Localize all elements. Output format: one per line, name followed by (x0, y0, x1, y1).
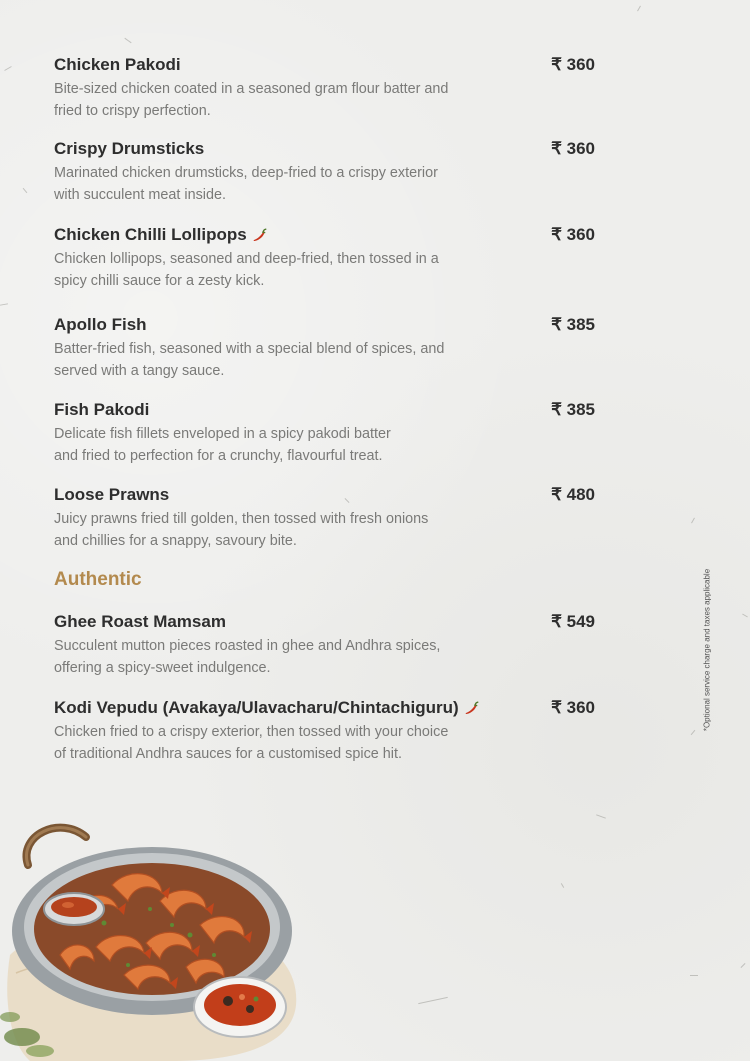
item-name-row (54, 697, 479, 719)
item-name: Ghee Roast Mamsam (54, 612, 226, 631)
paper-fleck (596, 814, 606, 818)
paper-fleck (4, 66, 11, 71)
chili-pepper-icon (463, 700, 479, 716)
menu-item (54, 611, 595, 679)
paper-fleck (561, 883, 564, 888)
paper-fleck (418, 997, 448, 1004)
item-name: Chicken Pakodi (54, 55, 181, 74)
paper-fleck (742, 614, 748, 618)
item-name: Loose Prawns (54, 485, 170, 504)
item-name: Chicken Chilli Lollipops (54, 225, 247, 244)
item-name: Kodi Vepudu (Avakaya/Ulavacharu/Chintachiguru) (54, 698, 459, 717)
menu-item (54, 314, 595, 382)
item-description: Delicate fish fillets enveloped in a spicy pakodi batter and fried to perfection for a crunchy, flavourful treat. (54, 426, 391, 464)
item-description: Batter-fried fish, seasoned with a special blend of spices, and served with a tangy sauce. (54, 341, 445, 379)
menu-item (54, 697, 595, 765)
item-price: ₹ 360 (551, 698, 595, 717)
paper-fleck (691, 730, 696, 735)
menu-item (54, 484, 595, 552)
item-description: Juicy prawns fried till golden, then tossed with fresh onions and chillies for a snappy, savoury bite. (54, 511, 429, 549)
item-price: ₹ 480 (551, 485, 595, 504)
item-price: ₹ 549 (551, 612, 595, 631)
item-price: ₹ 360 (551, 55, 595, 74)
paper-fleck (124, 38, 131, 43)
chili-pepper-icon (251, 227, 267, 243)
service-charge-note: *Optional service charge and taxes applicable (702, 568, 712, 732)
item-description: Chicken lollipops, seasoned and deep-fried, then tossed in a spicy chilli sauce for a zesty kick. (54, 251, 439, 289)
prawn-pan-illustration (0, 805, 310, 1061)
item-description: Marinated chicken drumsticks, deep-fried to a crispy exterior with succulent meat inside. (54, 165, 438, 203)
item-price: ₹ 385 (551, 315, 595, 334)
item-description: Succulent mutton pieces roasted in ghee and Andhra spices, offering a spicy-sweet indulgence. (54, 638, 441, 676)
menu-item (54, 224, 595, 292)
item-name: Fish Pakodi (54, 400, 150, 419)
paper-fleck (741, 963, 746, 968)
section-title: Authentic (54, 569, 142, 590)
item-price: ₹ 360 (551, 225, 595, 244)
item-name-row (54, 224, 267, 246)
item-name: Apollo Fish (54, 315, 147, 334)
menu-item (54, 54, 595, 122)
menu-item (54, 399, 595, 467)
paper-fleck (637, 6, 641, 12)
item-name: Crispy Drumsticks (54, 139, 205, 158)
item-price: ₹ 385 (551, 400, 595, 419)
item-price: ₹ 360 (551, 139, 595, 158)
paper-fleck (691, 518, 695, 524)
item-description: Chicken fried to a crispy exterior, then tossed with your choice of traditional Andhra sauces for a customised spice hit. (54, 724, 449, 762)
item-description: Bite-sized chicken coated in a seasoned gram flour batter and fried to crispy perfection. (54, 81, 449, 119)
paper-fleck (690, 975, 698, 976)
menu-item (54, 138, 595, 206)
paper-fleck (23, 188, 28, 193)
paper-fleck (0, 303, 8, 305)
